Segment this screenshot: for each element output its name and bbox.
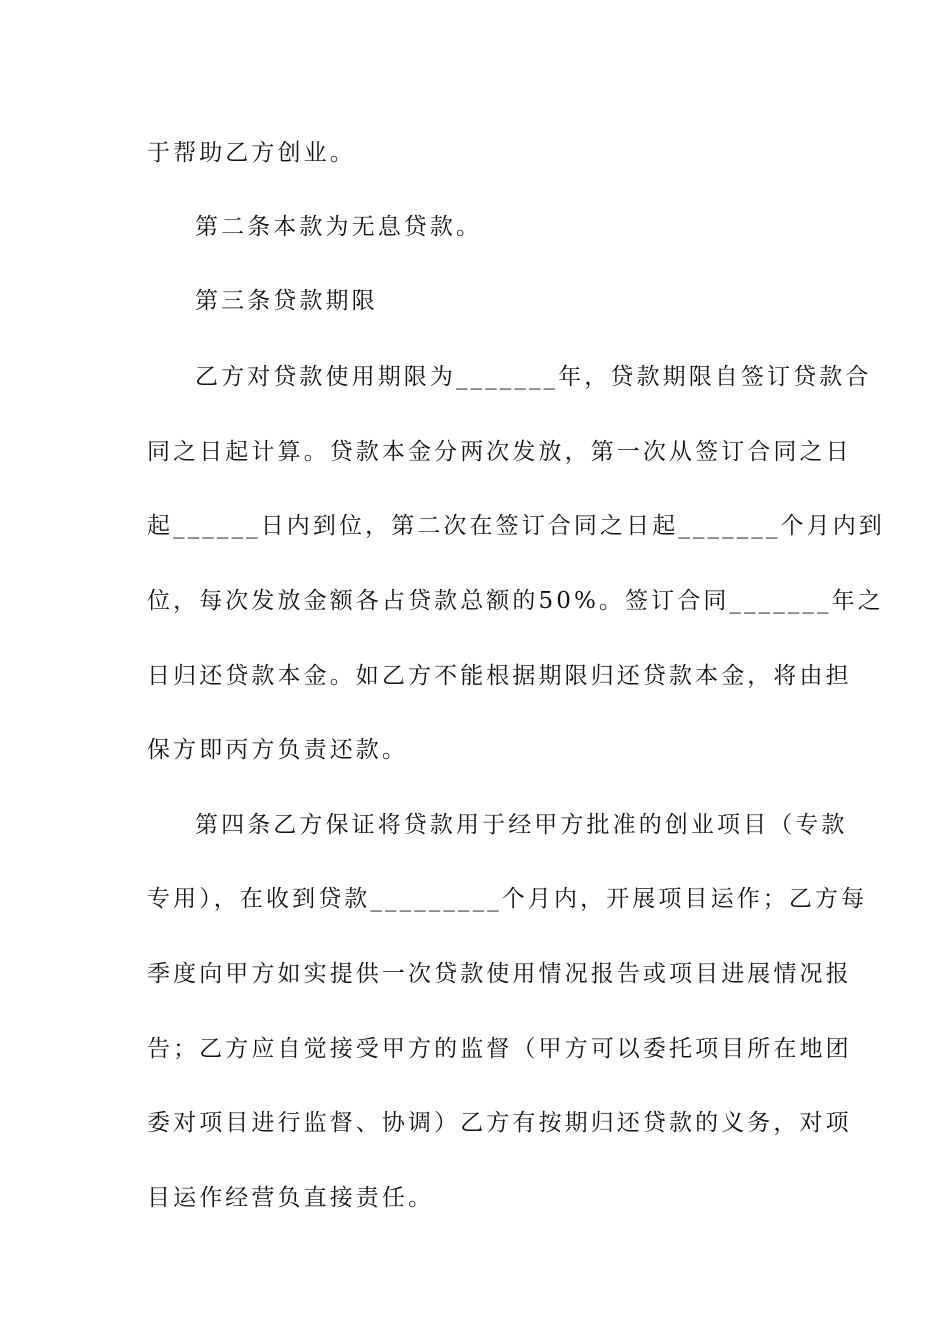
text-line: 目运作经营负直接责任。 [147, 1185, 435, 1211]
text-line: 于帮助乙方创业。 [147, 140, 356, 166]
text-line: 委对项目进行监督、协调）乙方有按期归还贷款的义务，对项 [147, 1110, 852, 1136]
text-line: 位，每次发放金额各占贷款总额的50%。签订合同_______年之 [147, 588, 884, 614]
text-line: 乙方对贷款使用期限为_______年，贷款期限自签订贷款合 [195, 364, 872, 390]
text-line: 告；乙方应自觉接受甲方的监督（甲方可以委托项目所在地团 [147, 1036, 852, 1062]
text-line: 日归还贷款本金。如乙方不能根据期限归还贷款本金，将由担 [147, 663, 852, 689]
article-3-heading: 第三条贷款期限 [195, 288, 378, 314]
text-line: 季度向甲方如实提供一次贷款使用情况报告或项目进展情况报 [147, 961, 852, 987]
article-4-line: 第四条乙方保证将贷款用于经甲方批准的创业项目（专款 [195, 812, 848, 838]
text-line: 同之日起计算。贷款本金分两次发放，第一次从签订合同之日 [147, 439, 852, 465]
text-line: 保方即丙方负责还款。 [147, 737, 408, 763]
text-line: 起______日内到位，第二次在签订合同之日起_______个月内到 [147, 513, 885, 539]
article-2-line: 第二条本款为无息贷款。 [195, 214, 483, 240]
text-line: 专用），在收到贷款_________个月内，开展项目运作；乙方每 [147, 886, 868, 912]
